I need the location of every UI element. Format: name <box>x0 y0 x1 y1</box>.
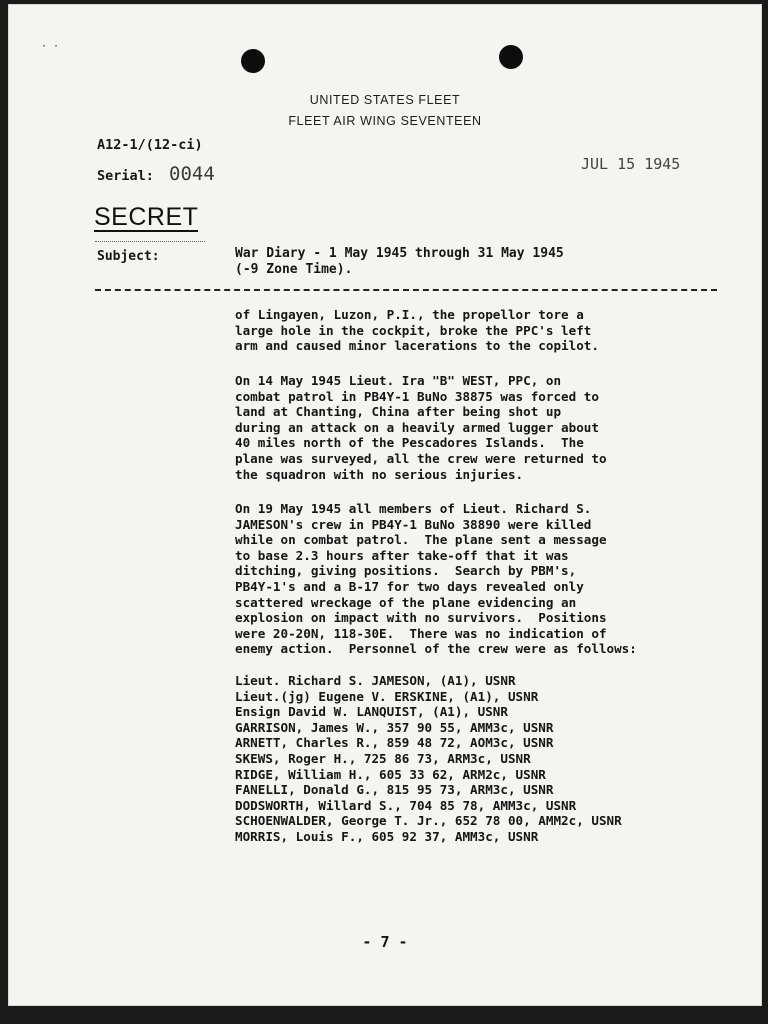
paragraph-line: JAMESON's crew in PB4Y-1 BuNo 38890 were killed <box>235 516 592 532</box>
date-stamp: JUL 15 1945 <box>581 155 681 173</box>
crew-member: MORRIS, Louis F., 605 92 37, AMM3c, USNR <box>235 828 539 844</box>
crew-member: ARNETT, Charles R., 859 48 72, AOM3c, USNR <box>235 735 554 751</box>
file-reference: A12-1/(12-ci) <box>97 137 203 153</box>
serial-label: Serial: <box>97 168 154 184</box>
paragraph-line: enemy action. Personnel of the crew were as follows: <box>235 641 637 657</box>
classification-underline <box>95 241 205 242</box>
header-line-1: UNITED STATES FLEET <box>309 93 461 107</box>
crew-member: Ensign David W. LANQUIST, (A1), USNR <box>235 704 508 720</box>
crew-member: Lieut.(jg) Eugene V. ERSKINE, (A1), USNR <box>235 688 539 704</box>
speck-marks: · · <box>41 41 60 52</box>
paragraph-line: arm and caused minor lacerations to the copilot. <box>235 338 599 354</box>
crew-member: Lieut. Richard S. JAMESON, (A1), USNR <box>235 673 516 688</box>
divider-dashed <box>95 289 717 291</box>
punch-hole-right <box>499 45 523 69</box>
crew-member: SCHOENWALDER, George T. Jr., 652 78 00, AMM2c, USNR <box>235 813 622 829</box>
paragraph-line: combat patrol in PB4Y-1 BuNo 38875 was forced to <box>235 388 599 404</box>
paragraph-line: land at Chanting, China after being shot up <box>235 404 562 420</box>
paragraph-line: were 20-20N, 118-30E. There was no indication of <box>235 625 607 641</box>
page-number: - 7 - <box>362 933 408 951</box>
paragraph-line: 40 miles north of the Pescadores Islands. The <box>235 435 584 451</box>
subject-label: Subject: <box>97 249 160 264</box>
crew-member: RIDGE, William H., 605 33 62, ARM2c, USNR <box>235 766 546 782</box>
subject-line-1: War Diary - 1 May 1945 through 31 May 1945 <box>235 246 564 261</box>
classification-stamp: SECRET <box>94 203 199 231</box>
paragraph-line: scattered wreckage of the plane evidencing an <box>235 594 577 610</box>
paragraph-line: the squadron with no serious injuries. <box>235 466 524 482</box>
paragraph-line: ditching, giving positions. Search by PBM's, <box>235 563 577 579</box>
paragraph-line: On 19 May 1945 all members of Lieut. Richard S. <box>235 501 592 516</box>
paragraph-line: PB4Y-1's and a B-17 for two days revealed only <box>235 578 584 594</box>
crew-member: GARRISON, James W., 357 90 55, AMM3c, USNR <box>235 719 554 735</box>
serial-number: 0044 <box>169 163 215 185</box>
paragraph-line: to base 2.3 hours after take-off that it was <box>235 547 569 563</box>
crew-member: DODSWORTH, Willard S., 704 85 78, AMM3c, USNR <box>235 797 577 813</box>
paragraph-line: while on combat patrol. The plane sent a message <box>235 532 607 548</box>
paragraph-line: large hole in the cockpit, broke the PPC's left <box>235 322 592 338</box>
paragraph-line: during an attack on a heavily armed lugger about <box>235 419 599 435</box>
paragraph-3 <box>235 501 735 657</box>
document-page <box>8 4 762 1006</box>
subject-line-2: (-9 Zone Time). <box>235 262 353 277</box>
paragraph-line: explosion on impact with no survivors. Positions <box>235 610 607 626</box>
crew-list <box>235 673 755 845</box>
paragraph-2 <box>235 373 735 482</box>
punch-hole-left <box>241 49 265 73</box>
paragraph-line: plane was surveyed, all the crew were returned to <box>235 450 607 466</box>
crew-member: SKEWS, Roger H., 725 86 73, ARM3c, USNR <box>235 750 531 766</box>
crew-member: FANELLI, Donald G., 815 95 73, ARM3c, USNR <box>235 782 554 798</box>
paragraph-1 <box>235 307 735 354</box>
header-line-2: FLEET AIR WING SEVENTEEN <box>288 114 482 128</box>
paragraph-line: of Lingayen, Luzon, P.I., the propellor tore a <box>235 307 584 322</box>
paragraph-line: On 14 May 1945 Lieut. Ira "B" WEST, PPC, on <box>235 373 562 388</box>
